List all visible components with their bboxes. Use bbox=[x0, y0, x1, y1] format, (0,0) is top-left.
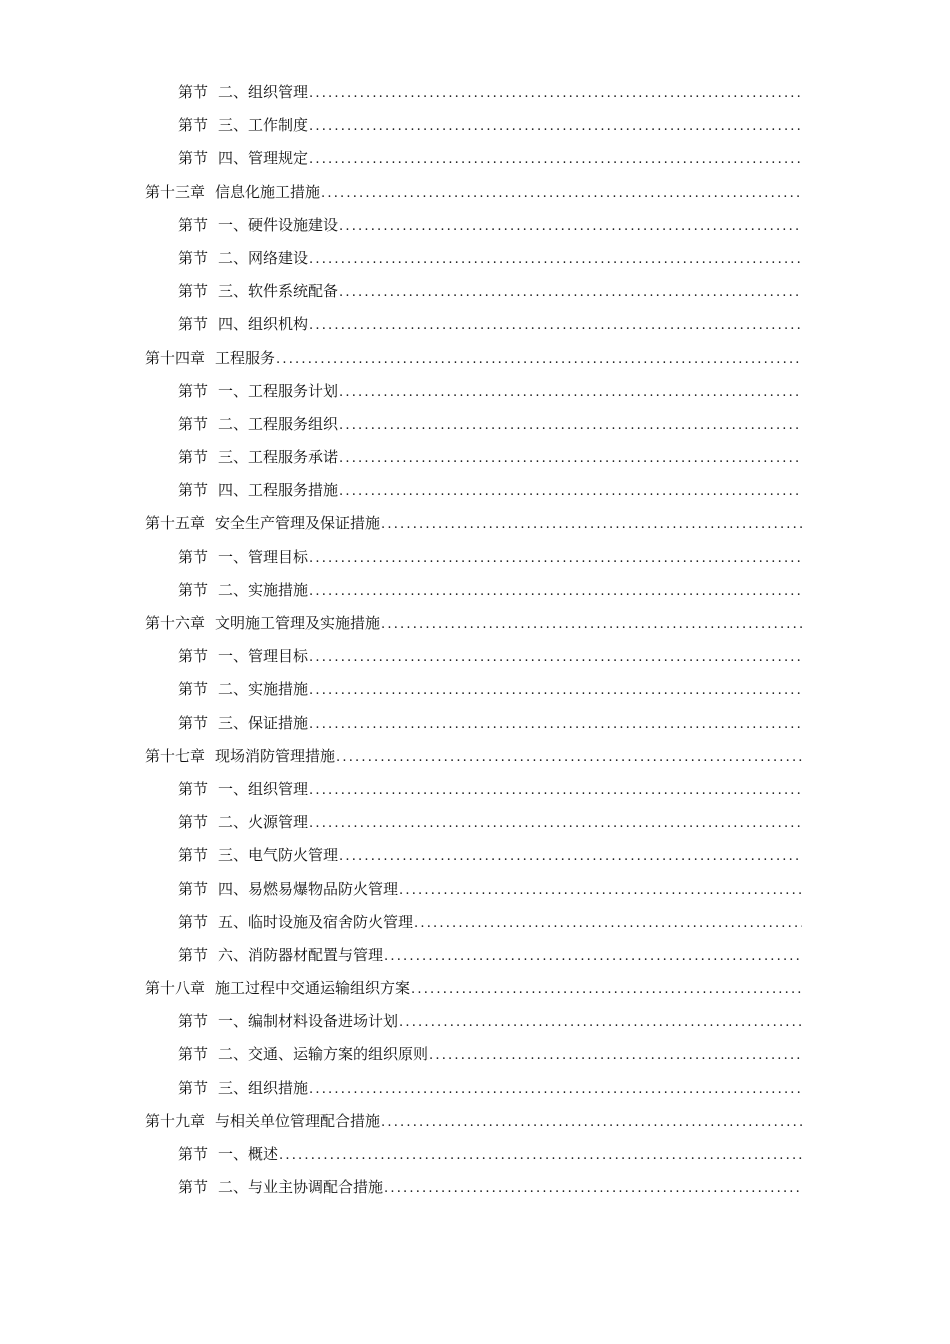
toc-section-entry[interactable] bbox=[145, 1005, 802, 1038]
toc-section-entry[interactable] bbox=[145, 76, 802, 109]
toc-section-entry[interactable] bbox=[145, 673, 802, 706]
toc-section-entry[interactable] bbox=[145, 873, 802, 906]
toc-entry-number: 第节 bbox=[178, 879, 209, 898]
toc-dot-leader bbox=[339, 442, 802, 474]
toc-dot-leader bbox=[339, 840, 802, 872]
toc-dot-leader bbox=[309, 641, 802, 673]
toc-section-entry[interactable] bbox=[145, 408, 802, 441]
toc-entry-number: 第节 bbox=[178, 1145, 209, 1163]
toc-entry-title: 二、实施措施 bbox=[218, 580, 309, 599]
toc-dot-leader bbox=[309, 575, 802, 607]
toc-entry-title: 现场消防管理措施 bbox=[215, 746, 336, 765]
toc-entry-number: 第节 bbox=[178, 779, 209, 798]
toc-dot-leader bbox=[321, 177, 802, 209]
toc-entry-number: 第节 bbox=[178, 448, 209, 467]
toc-dot-leader bbox=[309, 143, 802, 175]
toc-entry-title: 六、消防器材配置与管理 bbox=[218, 945, 384, 964]
toc-dot-leader bbox=[309, 542, 802, 574]
toc-dot-leader bbox=[309, 674, 802, 706]
toc-entry-number: 第十四章 bbox=[145, 348, 206, 367]
toc-entry-number: 第十九章 bbox=[145, 1111, 206, 1130]
toc-entry-title: 安全生产管理及保证措施 bbox=[215, 514, 381, 533]
toc-section-entry[interactable] bbox=[145, 906, 802, 939]
toc-dot-leader bbox=[309, 110, 802, 142]
toc-entry-title: 五、临时设施及宿舍防火管理 bbox=[218, 912, 414, 931]
toc-section-entry[interactable] bbox=[145, 275, 802, 308]
toc-entry-title: 三、工作制度 bbox=[218, 116, 309, 135]
toc-section-entry[interactable] bbox=[145, 939, 802, 972]
toc-entry-title: 一、组织管理 bbox=[218, 779, 309, 798]
toc-chapter-entry[interactable] bbox=[145, 740, 802, 773]
toc-section-entry[interactable] bbox=[145, 773, 802, 806]
toc-entry-number: 第节 bbox=[178, 1012, 209, 1031]
toc-dot-leader bbox=[381, 508, 802, 540]
toc-entry-number: 第节 bbox=[178, 1078, 209, 1097]
toc-entry-title: 二、火源管理 bbox=[218, 813, 309, 832]
toc-entry-title: 三、组织措施 bbox=[218, 1078, 309, 1097]
table-of-contents bbox=[145, 76, 802, 1204]
toc-dot-leader bbox=[276, 343, 802, 375]
toc-dot-leader bbox=[339, 210, 802, 242]
toc-entry-number: 第节 bbox=[178, 414, 209, 433]
toc-entry-title: 二、组织管理 bbox=[218, 83, 309, 101]
toc-entry-number: 第节 bbox=[178, 481, 209, 500]
toc-section-entry[interactable] bbox=[145, 1171, 802, 1204]
toc-section-entry[interactable] bbox=[145, 806, 802, 839]
toc-entry-title: 四、易燃易爆物品防火管理 bbox=[218, 879, 399, 898]
toc-entry-title: 二、实施措施 bbox=[218, 680, 309, 699]
toc-entry-number: 第节 bbox=[178, 580, 209, 599]
toc-dot-leader bbox=[339, 276, 802, 308]
toc-entry-title: 三、软件系统配备 bbox=[218, 282, 339, 301]
toc-dot-leader bbox=[429, 1039, 802, 1071]
toc-entry-number: 第节 bbox=[178, 1045, 209, 1064]
toc-entry-title: 四、工程服务措施 bbox=[218, 481, 339, 500]
toc-entry-title: 施工过程中交通运输组织方案 bbox=[215, 979, 411, 998]
toc-entry-number: 第十三章 bbox=[145, 182, 206, 201]
toc-entry-title: 一、管理目标 bbox=[218, 547, 309, 566]
toc-section-entry[interactable] bbox=[145, 541, 802, 574]
toc-section-entry[interactable] bbox=[145, 308, 802, 341]
toc-section-entry[interactable] bbox=[145, 1138, 802, 1171]
toc-entry-number: 第十八章 bbox=[145, 979, 206, 998]
toc-dot-leader bbox=[309, 77, 802, 109]
toc-section-entry[interactable] bbox=[145, 707, 802, 740]
toc-dot-leader bbox=[309, 774, 802, 806]
toc-entry-title: 二、网络建设 bbox=[218, 248, 309, 267]
toc-chapter-entry[interactable] bbox=[145, 342, 802, 375]
toc-chapter-entry[interactable] bbox=[145, 1105, 802, 1138]
toc-chapter-entry[interactable] bbox=[145, 972, 802, 1005]
toc-entry-title: 信息化施工措施 bbox=[215, 182, 321, 201]
toc-dot-leader bbox=[384, 1172, 802, 1204]
toc-entry-number: 第节 bbox=[178, 83, 209, 101]
toc-entry-title: 三、电气防火管理 bbox=[218, 846, 339, 865]
toc-dot-leader bbox=[309, 309, 802, 341]
toc-entry-title: 工程服务 bbox=[215, 348, 276, 367]
toc-entry-number: 第节 bbox=[178, 1178, 209, 1197]
toc-entry-number: 第节 bbox=[178, 713, 209, 732]
toc-section-entry[interactable] bbox=[145, 242, 802, 275]
toc-dot-leader bbox=[309, 1073, 802, 1105]
toc-entry-title: 一、概述 bbox=[218, 1145, 279, 1163]
toc-entry-title: 与相关单位管理配合措施 bbox=[215, 1111, 381, 1130]
toc-section-entry[interactable] bbox=[145, 209, 802, 242]
toc-entry-number: 第节 bbox=[178, 547, 209, 566]
toc-entry-title: 三、保证措施 bbox=[218, 713, 309, 732]
toc-dot-leader bbox=[414, 907, 802, 939]
toc-entry-number: 第十六章 bbox=[145, 614, 206, 632]
toc-entry-number: 第节 bbox=[178, 282, 209, 301]
toc-entry-number: 第节 bbox=[178, 215, 209, 234]
toc-dot-leader bbox=[384, 940, 802, 972]
toc-entry-number: 第节 bbox=[178, 248, 209, 267]
toc-entry-number: 第节 bbox=[178, 846, 209, 865]
toc-entry-title: 二、工程服务组织 bbox=[218, 414, 339, 433]
toc-section-entry[interactable] bbox=[145, 1072, 802, 1105]
toc-dot-leader bbox=[339, 409, 802, 441]
toc-entry-title: 四、组织机构 bbox=[218, 315, 309, 334]
toc-dot-leader bbox=[339, 475, 802, 507]
toc-entry-number: 第节 bbox=[178, 945, 209, 964]
toc-entry-number: 第节 bbox=[178, 680, 209, 699]
toc-section-entry[interactable] bbox=[145, 574, 802, 607]
toc-entry-title: 文明施工管理及实施措施 bbox=[215, 614, 381, 632]
toc-dot-leader bbox=[339, 376, 802, 408]
toc-entry-number: 第十七章 bbox=[145, 746, 206, 765]
toc-entry-title: 一、管理目标 bbox=[218, 647, 309, 666]
toc-entry-number: 第节 bbox=[178, 149, 209, 168]
toc-section-entry[interactable] bbox=[145, 142, 802, 175]
toc-entry-title: 三、工程服务承诺 bbox=[218, 448, 339, 467]
toc-entry-number: 第节 bbox=[178, 381, 209, 400]
toc-section-entry[interactable] bbox=[145, 441, 802, 474]
toc-dot-leader bbox=[381, 1106, 802, 1138]
toc-section-entry[interactable] bbox=[145, 109, 802, 142]
toc-dot-leader bbox=[399, 874, 802, 906]
toc-entry-title: 一、硬件设施建设 bbox=[218, 215, 339, 234]
toc-dot-leader bbox=[279, 1139, 802, 1171]
toc-dot-leader bbox=[381, 608, 802, 640]
toc-entry-number: 第节 bbox=[178, 116, 209, 135]
toc-entry-number: 第节 bbox=[178, 315, 209, 334]
toc-section-entry[interactable] bbox=[145, 839, 802, 872]
toc-chapter-entry[interactable] bbox=[145, 176, 802, 209]
toc-section-entry[interactable] bbox=[145, 640, 802, 673]
toc-entry-title: 二、与业主协调配合措施 bbox=[218, 1178, 384, 1197]
toc-section-entry[interactable] bbox=[145, 1038, 802, 1071]
toc-entry-title: 一、编制材料设备进场计划 bbox=[218, 1012, 399, 1031]
toc-dot-leader bbox=[309, 708, 802, 740]
toc-chapter-entry[interactable] bbox=[145, 507, 802, 540]
toc-dot-leader bbox=[309, 243, 802, 275]
toc-entry-title: 二、交通、运输方案的组织原则 bbox=[218, 1045, 429, 1064]
toc-entry-title: 四、管理规定 bbox=[218, 149, 309, 168]
toc-entry-number: 第节 bbox=[178, 912, 209, 931]
toc-entry-title: 一、工程服务计划 bbox=[218, 381, 339, 400]
toc-dot-leader bbox=[399, 1006, 802, 1038]
toc-entry-number: 第十五章 bbox=[145, 514, 206, 533]
toc-dot-leader bbox=[411, 973, 802, 1005]
toc-dot-leader bbox=[309, 807, 802, 839]
toc-section-entry[interactable] bbox=[145, 375, 802, 408]
toc-dot-leader bbox=[336, 741, 802, 773]
toc-section-entry[interactable] bbox=[145, 474, 802, 507]
toc-entry-number: 第节 bbox=[178, 647, 209, 666]
toc-entry-number: 第节 bbox=[178, 813, 209, 832]
toc-chapter-entry[interactable] bbox=[145, 607, 802, 640]
